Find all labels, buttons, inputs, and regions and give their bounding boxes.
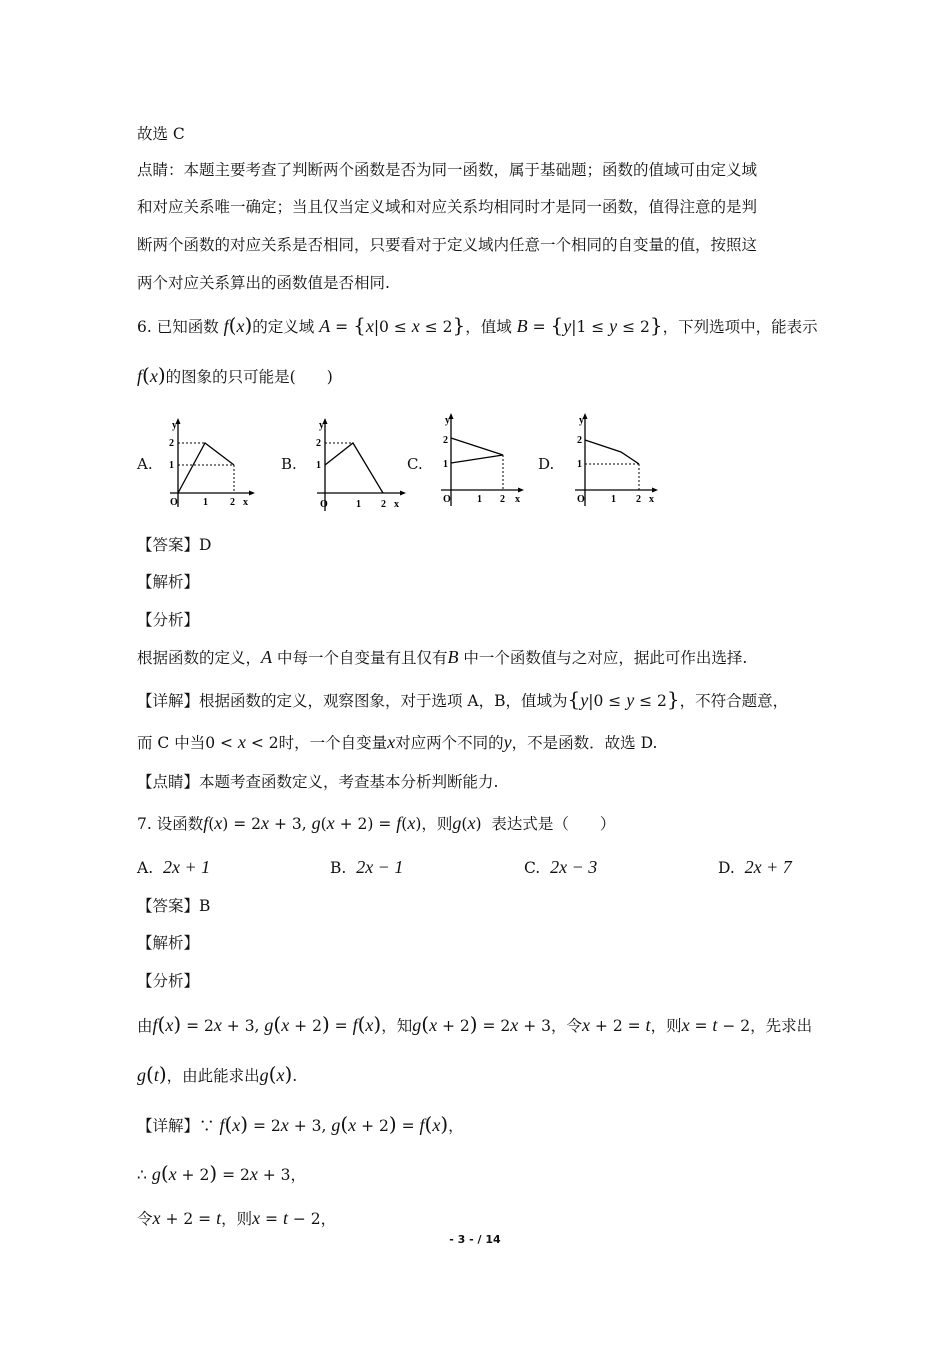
tick-label: 2 [443,435,448,446]
option-7d: D. 2x + 7 [718,857,792,877]
graph-option-a [160,415,260,515]
axis-label-y: y [319,420,324,431]
option-c-label: C. [407,455,423,473]
tick-label: 2 [169,438,174,449]
origin-label: O [320,499,328,510]
text-line: 和对应关系唯一确定；当且仅当定义域和对应关系均相同时才是同一函数，值得注意的是判 [137,198,758,216]
origin-label: O [170,497,178,508]
graph-option-d [567,410,667,510]
question-6-stem-2: f(x)的图象的只可能是( ) [137,363,333,387]
analysis-text: 由f(x) = 2x + 3, g(x + 2) = f(x)，知g(x + 2) = 2x + 3，令x + 2 = t，则x = t − 2，先求出 [137,1012,813,1036]
detail-text: 令x + 2 = t，则x = t − 2， [137,1208,337,1228]
section-heading: 【分析】 [137,972,200,990]
tick-label: 2 [577,435,582,446]
tick-label: 1 [316,460,321,471]
tick-label: 1 [611,494,616,505]
option-7c: C. 2x − 3 [524,857,598,877]
text-line: 断两个函数的对应关系是否相同，只要看对于定义域内任意一个相同的自变量的值，按照这 [137,236,758,254]
axis-label-y: y [579,415,584,426]
axis-label-x: x [649,494,654,505]
axis-label-x: x [515,494,520,505]
tick-label: 2 [381,499,386,510]
origin-label: O [443,494,451,505]
detail-text: 【详解】根据函数的定义，观察图象，对于选项 A，B，值域为{y|0 ≤ y ≤ 2}，不符合题意， [137,687,789,711]
axis-label-x: x [243,497,248,508]
tick-label: 2 [500,494,505,505]
tick-label: 2 [230,497,235,508]
detail-text: ∴ g(x + 2) = 2x + 3， [137,1161,307,1185]
text-line: 点睛：本题主要考查了判断两个函数是否为同一函数，属于基础题；函数的值域可由定义域 [137,161,758,179]
page-footer: - 3 - / 14 [449,1233,501,1246]
axis-label-y: y [445,415,450,426]
origin-label: O [577,494,585,505]
option-b-label: B. [281,455,297,473]
tick-label: 2 [316,438,321,449]
option-7a: A. 2x + 1 [137,857,211,877]
tick-label: 1 [356,499,361,510]
graph-option-c [433,410,533,510]
text-line: 两个对应关系算出的函数值是否相同. [137,274,390,292]
question-7-stem: 7. 设函数f(x) = 2x + 3, g(x + 2) = f(x)，则g(x) 表达式是（ ） [137,813,616,833]
answer-label: 【答案】B [137,897,211,915]
graph-option-b [307,415,412,515]
section-heading: 【解析】 [137,573,200,591]
analysis-text: 根据函数的定义，A 中每一个自变量有且仅有B 中一个函数值与之对应，据此可作出选择. [137,647,748,667]
detail-text: 【详解】∵ f(x) = 2x + 3, g(x + 2) = f(x)， [137,1112,464,1136]
option-a-label: A. [137,455,153,473]
tick-label: 1 [203,497,208,508]
answer-label: 【答案】D [137,536,212,554]
detail-text: 而 C 中当0 < x < 2时，一个自变量x对应两个不同的y，不是函数．故选 D. [137,732,658,752]
tick-label: 1 [443,459,448,470]
axis-label-x: x [394,499,399,510]
question-6-stem: 6. 已知函数 f(x)的定义域 A = {x|0 ≤ x ≤ 2}，值域 B = {y|1 ≤ y ≤ 2}，下列选项中，能表示 [137,313,818,337]
section-heading: 【分析】 [137,611,200,629]
tick-label: 1 [577,459,582,470]
note-text: 【点睛】本题考查函数定义，考查基本分析判断能力. [137,773,499,791]
tick-label: 2 [636,494,641,505]
text-line: 故选 C [137,125,185,143]
tick-label: 1 [169,460,174,471]
analysis-text: g(t)，由此能求出g(x). [137,1062,298,1086]
axis-label-y: y [172,420,177,431]
option-d-label: D. [538,455,555,473]
tick-label: 1 [477,494,482,505]
section-heading: 【解析】 [137,934,200,952]
option-7b: B. 2x − 1 [330,857,404,877]
